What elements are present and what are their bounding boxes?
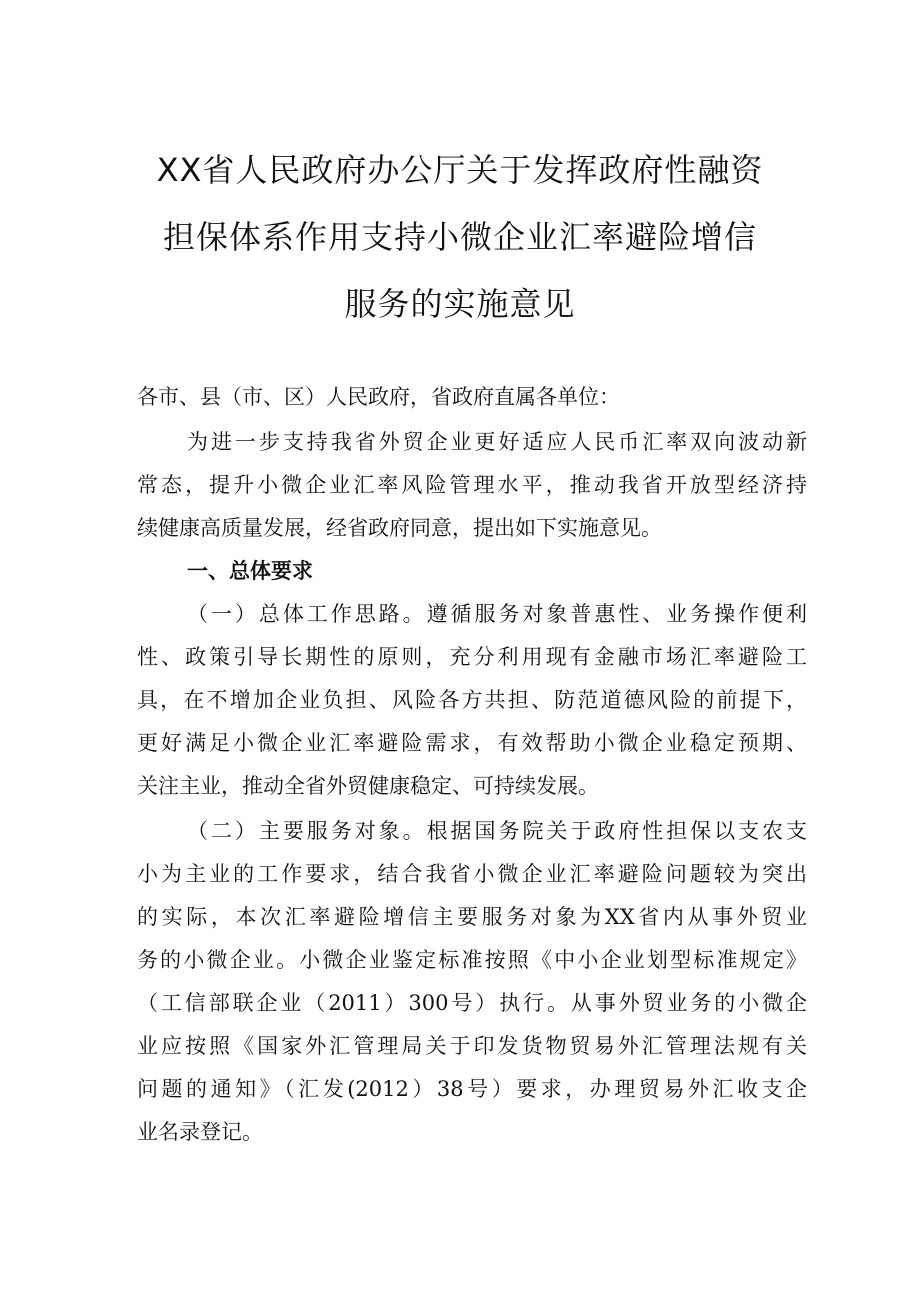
document-title-line-2: 担保体系作用支持小微企业汇率避险增信 bbox=[162, 218, 757, 256]
document-title-line-3: 服务的实施意见 bbox=[344, 285, 576, 323]
intro-line-3: 续健康高质量发展，经省政府同意，提出如下实施意见。 bbox=[137, 516, 662, 540]
document-title-line-1: XX省人民政府办公厅关于发挥政府性融资 bbox=[156, 151, 764, 189]
para2-line-7: 问题的通知》（汇发(2012）38号）要求，办理贸易外汇收支企 bbox=[137, 1077, 807, 1101]
intro-line-1: 为进一步支持我省外贸企业更好适应人民币汇率双向波动新 bbox=[187, 430, 807, 454]
para1-line-4: 更好满足小微企业汇率避险需求，有效帮助小微企业稳定预期、 bbox=[137, 731, 807, 755]
para1-line-3: 具，在不增加企业负担、风险各方共担、防范道德风险的前提下， bbox=[137, 688, 807, 712]
para1-line-2: 性、政策引导长期性的原则，充分利用现有金融市场汇率避险工 bbox=[137, 645, 807, 669]
para2-line-4: 务的小微企业。小微企业鉴定标准按照《中小企业划型标准规定》 bbox=[137, 948, 807, 972]
para2-line-3: 的实际，本次汇率避险增信主要服务对象为XX省内从事外贸业 bbox=[137, 905, 807, 929]
salutation: 各市、县（市、区）人民政府，省政府直属各单位： bbox=[137, 385, 620, 409]
para2-line-6: 业应按照《国家外汇管理局关于印发货物贸易外汇管理法规有关 bbox=[137, 1034, 807, 1058]
para2-line-2: 小为主业的工作要求，结合我省小微企业汇率避险问题较为突出 bbox=[137, 862, 807, 886]
intro-line-2: 常态，提升小微企业汇率风险管理水平，推动我省开放型经济持 bbox=[137, 473, 807, 497]
section-heading: 一、总体要求 bbox=[187, 559, 313, 583]
para1-line-5: 关注主业，推动全省外贸健康稳定、可持续发展。 bbox=[137, 774, 599, 798]
para1-line-1: （一）总体工作思路。遵循服务对象普惠性、业务操作便利 bbox=[187, 602, 807, 626]
para2-line-5: （工信部联企业（2011）300号）执行。从事外贸业务的小微企 bbox=[137, 991, 807, 1015]
para2-line-1: （二）主要服务对象。根据国务院关于政府性担保以支农支 bbox=[187, 819, 807, 843]
para2-line-8: 业名录登记。 bbox=[137, 1120, 263, 1144]
